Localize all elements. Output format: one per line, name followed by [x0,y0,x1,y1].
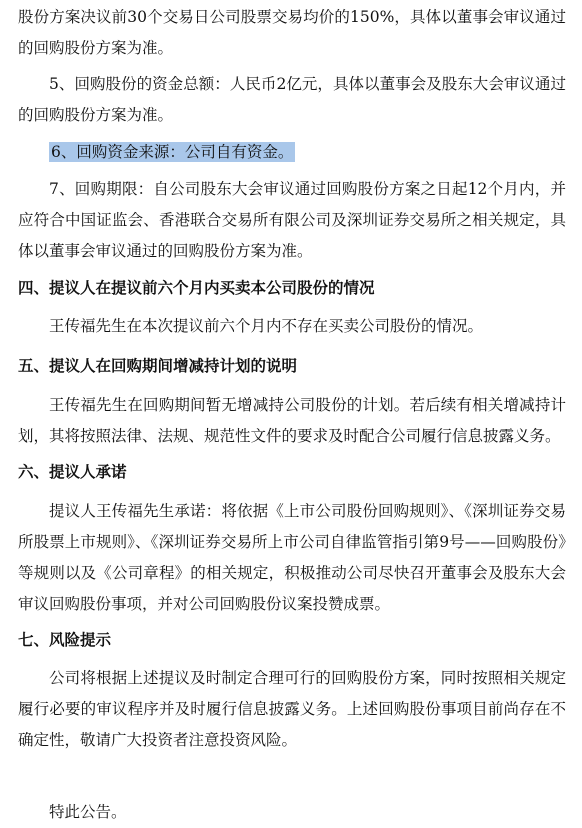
section-4-heading: 四、提议人在提议前六个月内买卖本公司股份的情况 [18,279,375,297]
closing-statement: 特此公告。 [49,803,127,821]
section-4-body: 王传福先生在本次提议前六个月内不存在买卖公司股份的情况。 [49,317,484,335]
section-5-body: 王传福先生在回购期间暂无增减持公司股份的计划。若后续有相关增减持计划，其将按照法律、法规、规范性文件的要求及时配合公司履行信息披露义务。 [18,396,566,445]
item-repurchase-period: 7、回购期限：自公司股东大会审议通过回购股份方案之日起12个月内，并应符合中国证监会、香港联合交易所有限公司及深圳证券交易所之相关规定，具体以董事会审议通过的回购股份方案为准。 [18,180,566,260]
item-fund-source[interactable] [18,137,566,168]
section-5-heading: 五、提议人在回购期间增减持计划的说明 [18,357,298,375]
paragraph-price-tail: 股份方案决议前30个交易日公司股票交易均价的150%，具体以董事会审议通过的回购股份方案为准。 [18,8,566,57]
item-fund-total: 5、回购股份的资金总额：人民币2亿元，具体以董事会及股东大会审议通过的回购股份方案为准。 [18,75,566,124]
selected-text-highlight[interactable]: 6、回购资金来源：公司自有资金。 [51,143,294,161]
section-7-heading: 七、风险提示 [18,631,112,649]
section-7-body: 公司将根据上述提议及时制定合理可行的回购股份方案，同时按照相关规定履行必要的审议程序并及时履行信息披露义务。上述回购股份事项目前尚存在不确定性，敬请广大投资者注意投资风险。 [18,669,566,749]
section-6-body: 提议人王传福先生承诺：将依据《上市公司股份回购规则》、《深圳证券交易所股票上市规则》、《深圳证券交易所上市公司自律监管指引第9号——回购股份》等规则以及《公司章程》的相关规定，积极推动公司尽快召开董事会及股东大会审议回购股份事项，并对公司回购股份议案投赞成票。 [18,502,566,613]
section-6-heading: 六、提议人承诺 [18,463,127,481]
